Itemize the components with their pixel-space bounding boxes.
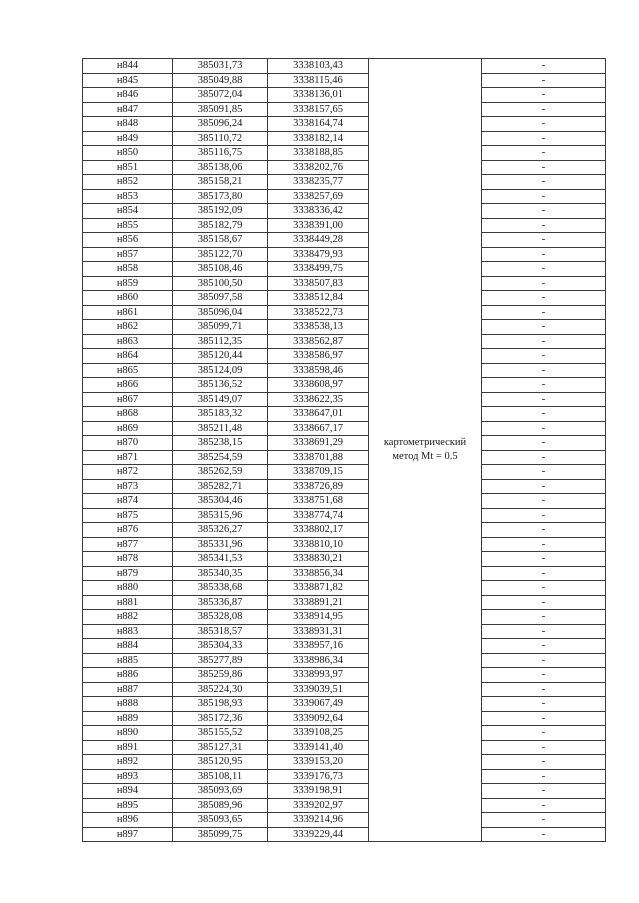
x-coordinate-cell: 385259,86 xyxy=(173,668,268,683)
point-id-cell: н855 xyxy=(83,218,173,233)
x-coordinate-cell: 385122,70 xyxy=(173,247,268,262)
table-row xyxy=(83,740,606,755)
y-coordinate-cell: 3338802,17 xyxy=(268,523,369,538)
point-id-cell: н872 xyxy=(83,465,173,480)
table-row xyxy=(83,146,606,161)
y-coordinate-cell: 3339153,20 xyxy=(268,755,369,770)
x-coordinate-cell: 385155,52 xyxy=(173,726,268,741)
point-id-cell: н888 xyxy=(83,697,173,712)
table-row xyxy=(83,117,606,132)
y-coordinate-cell: 3338479,93 xyxy=(268,247,369,262)
x-coordinate-cell: 385282,71 xyxy=(173,479,268,494)
extra-value-cell: - xyxy=(482,233,606,248)
extra-value-cell: - xyxy=(482,711,606,726)
table-row xyxy=(83,566,606,581)
point-id-cell: н884 xyxy=(83,639,173,654)
table-row xyxy=(83,537,606,552)
y-coordinate-cell: 3339229,44 xyxy=(268,827,369,842)
table-row xyxy=(83,494,606,509)
extra-value-cell: - xyxy=(482,682,606,697)
table-row xyxy=(83,798,606,813)
extra-value-cell: - xyxy=(482,827,606,842)
table-row xyxy=(83,392,606,407)
x-coordinate-cell: 385072,04 xyxy=(173,88,268,103)
y-coordinate-cell: 3338507,83 xyxy=(268,276,369,291)
point-id-cell: н896 xyxy=(83,813,173,828)
x-coordinate-cell: 385108,11 xyxy=(173,769,268,784)
x-coordinate-cell: 385158,67 xyxy=(173,233,268,248)
x-coordinate-cell: 385254,59 xyxy=(173,450,268,465)
y-coordinate-cell: 3338512,84 xyxy=(268,291,369,306)
y-coordinate-cell: 3339214,96 xyxy=(268,813,369,828)
y-coordinate-cell: 3339092,64 xyxy=(268,711,369,726)
extra-value-cell: - xyxy=(482,392,606,407)
point-id-cell: н883 xyxy=(83,624,173,639)
table-row xyxy=(83,59,606,74)
point-id-cell: н845 xyxy=(83,73,173,88)
table-row xyxy=(83,639,606,654)
point-id-cell: н848 xyxy=(83,117,173,132)
point-id-cell: н897 xyxy=(83,827,173,842)
x-coordinate-cell: 385326,27 xyxy=(173,523,268,538)
point-id-cell: н879 xyxy=(83,566,173,581)
point-id-cell: н889 xyxy=(83,711,173,726)
x-coordinate-cell: 385318,57 xyxy=(173,624,268,639)
extra-value-cell: - xyxy=(482,581,606,596)
extra-value-cell: - xyxy=(482,378,606,393)
x-coordinate-cell: 385112,35 xyxy=(173,334,268,349)
y-coordinate-cell: 3338914,95 xyxy=(268,610,369,625)
x-coordinate-cell: 385341,53 xyxy=(173,552,268,567)
table-row xyxy=(83,711,606,726)
point-id-cell: н871 xyxy=(83,450,173,465)
x-coordinate-cell: 385096,24 xyxy=(173,117,268,132)
point-id-cell: н857 xyxy=(83,247,173,262)
point-id-cell: н864 xyxy=(83,349,173,364)
y-coordinate-cell: 3338622,35 xyxy=(268,392,369,407)
extra-value-cell: - xyxy=(482,436,606,451)
extra-value-cell: - xyxy=(482,465,606,480)
extra-value-cell: - xyxy=(482,813,606,828)
point-id-cell: н874 xyxy=(83,494,173,509)
x-coordinate-cell: 385340,35 xyxy=(173,566,268,581)
table-row xyxy=(83,479,606,494)
table-row xyxy=(83,88,606,103)
extra-value-cell: - xyxy=(482,247,606,262)
extra-value-cell: - xyxy=(482,552,606,567)
x-coordinate-cell: 385173,80 xyxy=(173,189,268,204)
extra-value-cell: - xyxy=(482,320,606,335)
y-coordinate-cell: 3339176,73 xyxy=(268,769,369,784)
x-coordinate-cell: 385158,21 xyxy=(173,175,268,190)
y-coordinate-cell: 3339202,97 xyxy=(268,798,369,813)
table-row xyxy=(83,552,606,567)
y-coordinate-cell: 3338701,88 xyxy=(268,450,369,465)
coordinates-table-body xyxy=(83,59,606,842)
y-coordinate-cell: 3338115,46 xyxy=(268,73,369,88)
point-id-cell: н862 xyxy=(83,320,173,335)
x-coordinate-cell: 385149,07 xyxy=(173,392,268,407)
y-coordinate-cell: 3339198,91 xyxy=(268,784,369,799)
point-id-cell: н892 xyxy=(83,755,173,770)
extra-value-cell: - xyxy=(482,117,606,132)
table-row xyxy=(83,378,606,393)
point-id-cell: н858 xyxy=(83,262,173,277)
table-row xyxy=(83,624,606,639)
extra-value-cell: - xyxy=(482,146,606,161)
point-id-cell: н853 xyxy=(83,189,173,204)
x-coordinate-cell: 385120,44 xyxy=(173,349,268,364)
x-coordinate-cell: 385262,59 xyxy=(173,465,268,480)
y-coordinate-cell: 3339067,49 xyxy=(268,697,369,712)
extra-value-cell: - xyxy=(482,218,606,233)
table-row xyxy=(83,334,606,349)
y-coordinate-cell: 3338986,34 xyxy=(268,653,369,668)
extra-value-cell: - xyxy=(482,276,606,291)
table-row xyxy=(83,175,606,190)
point-id-cell: н890 xyxy=(83,726,173,741)
point-id-cell: н851 xyxy=(83,160,173,175)
extra-value-cell: - xyxy=(482,305,606,320)
point-id-cell: н865 xyxy=(83,363,173,378)
table-row xyxy=(83,262,606,277)
y-coordinate-cell: 3338449,28 xyxy=(268,233,369,248)
extra-value-cell: - xyxy=(482,769,606,784)
table-row xyxy=(83,726,606,741)
point-id-cell: н878 xyxy=(83,552,173,567)
x-coordinate-cell: 385192,09 xyxy=(173,204,268,219)
point-id-cell: н887 xyxy=(83,682,173,697)
extra-value-cell: - xyxy=(482,73,606,88)
point-id-cell: н882 xyxy=(83,610,173,625)
x-coordinate-cell: 385277,89 xyxy=(173,653,268,668)
table-row xyxy=(83,189,606,204)
y-coordinate-cell: 3338691,29 xyxy=(268,436,369,451)
x-coordinate-cell: 385099,71 xyxy=(173,320,268,335)
x-coordinate-cell: 385110,72 xyxy=(173,131,268,146)
y-coordinate-cell: 3338499,75 xyxy=(268,262,369,277)
x-coordinate-cell: 385096,04 xyxy=(173,305,268,320)
x-coordinate-cell: 385338,68 xyxy=(173,581,268,596)
y-coordinate-cell: 3338810,10 xyxy=(268,537,369,552)
table-row xyxy=(83,102,606,117)
x-coordinate-cell: 385031,73 xyxy=(173,59,268,74)
point-id-cell: н885 xyxy=(83,653,173,668)
extra-value-cell: - xyxy=(482,740,606,755)
table-row xyxy=(83,450,606,465)
x-coordinate-cell: 385328,08 xyxy=(173,610,268,625)
y-coordinate-cell: 3338391,00 xyxy=(268,218,369,233)
table-row xyxy=(83,247,606,262)
y-coordinate-cell: 3338856,34 xyxy=(268,566,369,581)
extra-value-cell: - xyxy=(482,131,606,146)
y-coordinate-cell: 3338522,73 xyxy=(268,305,369,320)
point-id-cell: н863 xyxy=(83,334,173,349)
y-coordinate-cell: 3338562,87 xyxy=(268,334,369,349)
table-row xyxy=(83,523,606,538)
point-id-cell: н877 xyxy=(83,537,173,552)
y-coordinate-cell: 3338188,85 xyxy=(268,146,369,161)
y-coordinate-cell: 3338871,82 xyxy=(268,581,369,596)
y-coordinate-cell: 3338647,01 xyxy=(268,407,369,422)
point-id-cell: н854 xyxy=(83,204,173,219)
table-row xyxy=(83,610,606,625)
y-coordinate-cell: 3338709,15 xyxy=(268,465,369,480)
extra-value-cell: - xyxy=(482,407,606,422)
x-coordinate-cell: 385089,96 xyxy=(173,798,268,813)
y-coordinate-cell: 3339039,51 xyxy=(268,682,369,697)
x-coordinate-cell: 385120,95 xyxy=(173,755,268,770)
point-id-cell: н852 xyxy=(83,175,173,190)
extra-value-cell: - xyxy=(482,610,606,625)
y-coordinate-cell: 3338891,21 xyxy=(268,595,369,610)
method-cell xyxy=(369,59,482,842)
point-id-cell: н881 xyxy=(83,595,173,610)
point-id-cell: н850 xyxy=(83,146,173,161)
method-label-line1: картометрический xyxy=(383,437,467,448)
y-coordinate-cell: 3338586,97 xyxy=(268,349,369,364)
extra-value-cell: - xyxy=(482,697,606,712)
extra-value-cell: - xyxy=(482,262,606,277)
y-coordinate-cell: 3339141,40 xyxy=(268,740,369,755)
point-id-cell: н869 xyxy=(83,421,173,436)
y-coordinate-cell: 3338957,16 xyxy=(268,639,369,654)
x-coordinate-cell: 385238,15 xyxy=(173,436,268,451)
x-coordinate-cell: 385304,33 xyxy=(173,639,268,654)
extra-value-cell: - xyxy=(482,175,606,190)
table-row xyxy=(83,668,606,683)
point-id-cell: н870 xyxy=(83,436,173,451)
point-id-cell: н859 xyxy=(83,276,173,291)
y-coordinate-cell: 3338538,13 xyxy=(268,320,369,335)
point-id-cell: н891 xyxy=(83,740,173,755)
extra-value-cell: - xyxy=(482,784,606,799)
x-coordinate-cell: 385183,32 xyxy=(173,407,268,422)
point-id-cell: н849 xyxy=(83,131,173,146)
x-coordinate-cell: 385138,06 xyxy=(173,160,268,175)
extra-value-cell: - xyxy=(482,349,606,364)
extra-value-cell: - xyxy=(482,523,606,538)
x-coordinate-cell: 385093,65 xyxy=(173,813,268,828)
table-row xyxy=(83,320,606,335)
point-id-cell: н846 xyxy=(83,88,173,103)
table-row xyxy=(83,421,606,436)
y-coordinate-cell: 3338993,97 xyxy=(268,668,369,683)
y-coordinate-cell: 3338751,68 xyxy=(268,494,369,509)
x-coordinate-cell: 385211,48 xyxy=(173,421,268,436)
method-label-line2: метод Mt = 0.5 xyxy=(392,451,458,462)
y-coordinate-cell: 3338202,76 xyxy=(268,160,369,175)
table-row xyxy=(83,131,606,146)
x-coordinate-cell: 385331,96 xyxy=(173,537,268,552)
y-coordinate-cell: 3338726,89 xyxy=(268,479,369,494)
table-row xyxy=(83,305,606,320)
x-coordinate-cell: 385182,79 xyxy=(173,218,268,233)
table-row xyxy=(83,407,606,422)
extra-value-cell: - xyxy=(482,450,606,465)
point-id-cell: н875 xyxy=(83,508,173,523)
extra-value-cell: - xyxy=(482,798,606,813)
table-row xyxy=(83,769,606,784)
extra-value-cell: - xyxy=(482,537,606,552)
y-coordinate-cell: 3338336,42 xyxy=(268,204,369,219)
extra-value-cell: - xyxy=(482,755,606,770)
x-coordinate-cell: 385116,75 xyxy=(173,146,268,161)
table-row xyxy=(83,160,606,175)
extra-value-cell: - xyxy=(482,668,606,683)
x-coordinate-cell: 385198,93 xyxy=(173,697,268,712)
x-coordinate-cell: 385127,31 xyxy=(173,740,268,755)
point-id-cell: н866 xyxy=(83,378,173,393)
x-coordinate-cell: 385315,96 xyxy=(173,508,268,523)
point-id-cell: н844 xyxy=(83,59,173,74)
x-coordinate-cell: 385108,46 xyxy=(173,262,268,277)
extra-value-cell: - xyxy=(482,653,606,668)
y-coordinate-cell: 3338774,74 xyxy=(268,508,369,523)
extra-value-cell: - xyxy=(482,334,606,349)
x-coordinate-cell: 385336,87 xyxy=(173,595,268,610)
extra-value-cell: - xyxy=(482,639,606,654)
extra-value-cell: - xyxy=(482,494,606,509)
point-id-cell: н893 xyxy=(83,769,173,784)
y-coordinate-cell: 3338257,69 xyxy=(268,189,369,204)
table-row xyxy=(83,233,606,248)
table-row xyxy=(83,813,606,828)
y-coordinate-cell: 3338136,01 xyxy=(268,88,369,103)
table-row xyxy=(83,291,606,306)
point-id-cell: н894 xyxy=(83,784,173,799)
extra-value-cell: - xyxy=(482,363,606,378)
y-coordinate-cell: 3338608,97 xyxy=(268,378,369,393)
table-row xyxy=(83,363,606,378)
extra-value-cell: - xyxy=(482,508,606,523)
table-row xyxy=(83,653,606,668)
point-id-cell: н867 xyxy=(83,392,173,407)
extra-value-cell: - xyxy=(482,102,606,117)
table-row xyxy=(83,436,606,451)
table-row xyxy=(83,276,606,291)
point-id-cell: н876 xyxy=(83,523,173,538)
x-coordinate-cell: 385304,46 xyxy=(173,494,268,509)
y-coordinate-cell: 3339108,25 xyxy=(268,726,369,741)
extra-value-cell: - xyxy=(482,726,606,741)
x-coordinate-cell: 385136,52 xyxy=(173,378,268,393)
y-coordinate-cell: 3338164,74 xyxy=(268,117,369,132)
x-coordinate-cell: 385091,85 xyxy=(173,102,268,117)
y-coordinate-cell: 3338598,46 xyxy=(268,363,369,378)
point-id-cell: н886 xyxy=(83,668,173,683)
y-coordinate-cell: 3338157,65 xyxy=(268,102,369,117)
x-coordinate-cell: 385099,75 xyxy=(173,827,268,842)
extra-value-cell: - xyxy=(482,59,606,74)
table-row xyxy=(83,697,606,712)
point-id-cell: н868 xyxy=(83,407,173,422)
table-row xyxy=(83,755,606,770)
x-coordinate-cell: 385097,58 xyxy=(173,291,268,306)
extra-value-cell: - xyxy=(482,291,606,306)
y-coordinate-cell: 3338931,31 xyxy=(268,624,369,639)
table-row xyxy=(83,827,606,842)
extra-value-cell: - xyxy=(482,421,606,436)
table-row xyxy=(83,784,606,799)
table-row xyxy=(83,508,606,523)
x-coordinate-cell: 385049,88 xyxy=(173,73,268,88)
extra-value-cell: - xyxy=(482,88,606,103)
table-row xyxy=(83,73,606,88)
y-coordinate-cell: 3338667,17 xyxy=(268,421,369,436)
extra-value-cell: - xyxy=(482,204,606,219)
table-row xyxy=(83,204,606,219)
extra-value-cell: - xyxy=(482,189,606,204)
point-id-cell: н873 xyxy=(83,479,173,494)
table-row xyxy=(83,218,606,233)
x-coordinate-cell: 385172,36 xyxy=(173,711,268,726)
extra-value-cell: - xyxy=(482,160,606,175)
point-id-cell: н847 xyxy=(83,102,173,117)
table-row xyxy=(83,595,606,610)
y-coordinate-cell: 3338182,14 xyxy=(268,131,369,146)
point-id-cell: н895 xyxy=(83,798,173,813)
table-row xyxy=(83,465,606,480)
table-row xyxy=(83,349,606,364)
point-id-cell: н860 xyxy=(83,291,173,306)
table-row xyxy=(83,682,606,697)
point-id-cell: н861 xyxy=(83,305,173,320)
coordinates-table xyxy=(82,58,606,842)
x-coordinate-cell: 385224,30 xyxy=(173,682,268,697)
extra-value-cell: - xyxy=(482,624,606,639)
y-coordinate-cell: 3338830,21 xyxy=(268,552,369,567)
y-coordinate-cell: 3338235,77 xyxy=(268,175,369,190)
y-coordinate-cell: 3338103,43 xyxy=(268,59,369,74)
x-coordinate-cell: 385093,69 xyxy=(173,784,268,799)
point-id-cell: н880 xyxy=(83,581,173,596)
table-row xyxy=(83,581,606,596)
x-coordinate-cell: 385124,09 xyxy=(173,363,268,378)
point-id-cell: н856 xyxy=(83,233,173,248)
extra-value-cell: - xyxy=(482,595,606,610)
extra-value-cell: - xyxy=(482,479,606,494)
extra-value-cell: - xyxy=(482,566,606,581)
x-coordinate-cell: 385100,50 xyxy=(173,276,268,291)
